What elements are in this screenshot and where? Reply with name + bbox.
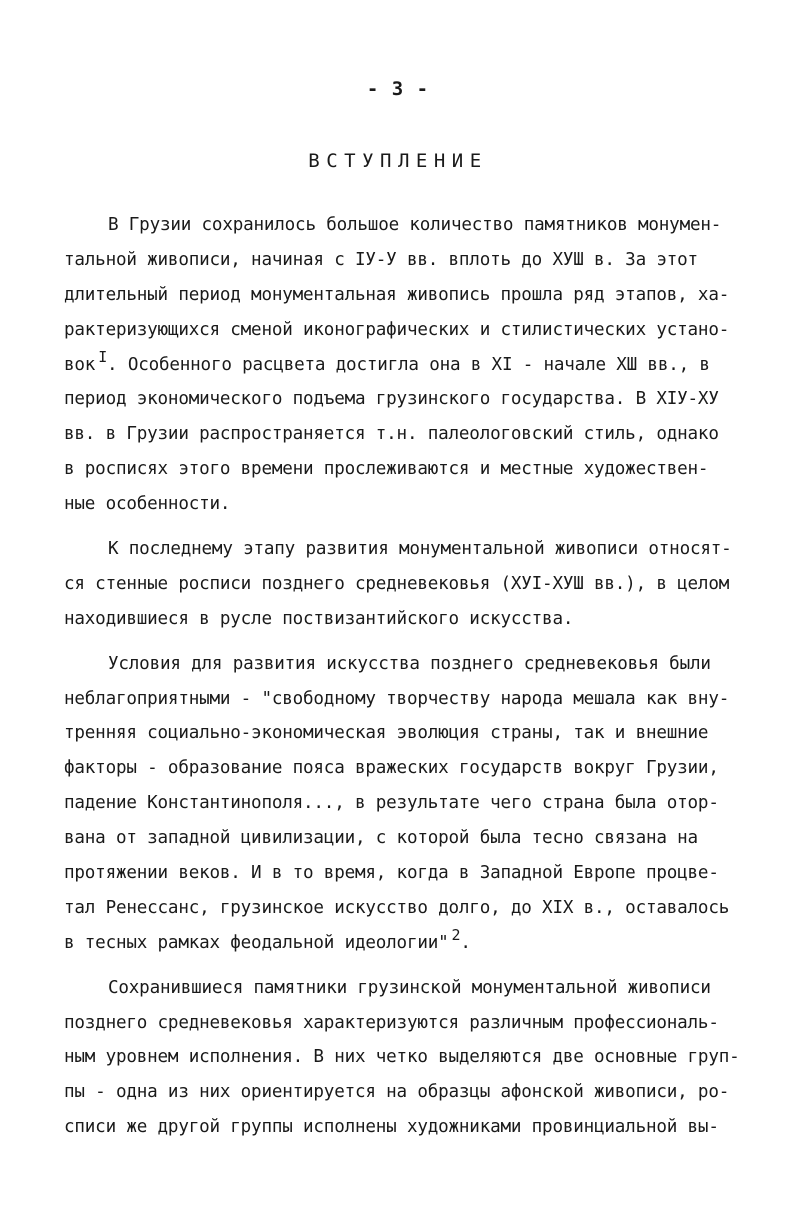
text-line: рактеризующихся сменой иконографических и стилистических устано-	[64, 319, 730, 340]
text-line: К последнему этапу развития монументальной живописи относят-	[108, 539, 732, 560]
footnote-marker-2: 2	[451, 925, 461, 944]
text-line: В Грузии сохранилось большое количество памятников монумен-	[108, 215, 722, 235]
text-line: тальной живописи, начиная с IУ-У вв. вплоть до ХУШ в. За этот	[64, 249, 698, 270]
page-number: - 3 -	[366, 78, 430, 100]
text-line: ся стенные росписи позднего средневековья (ХУI-ХУШ вв.), в целом	[64, 573, 730, 594]
text-line: протяжении веков. И в то время, когда в Западной Европе процве-	[64, 863, 719, 884]
body-text	[64, 208, 764, 1145]
text-line: Сохранившиеся памятники грузинской монументальной живописи	[108, 977, 711, 998]
text-line: падение Константинополя..., в результате чего страна была отор-	[64, 793, 719, 814]
text-fragment: . Особенного расцвета достигла она в XI - начале ХШ вв., в	[107, 354, 710, 375]
paragraph-2	[64, 532, 764, 637]
text-line: неблагоприятными - "свободному творчеству народа мешала как вну-	[64, 688, 730, 709]
paragraph-3	[64, 647, 764, 961]
text-line: длительный период монументальная живопись прошла ряд этапов, ха-	[64, 284, 730, 305]
text-line: тренняя социально-экономическая эволюция страны, так и внешние	[64, 723, 709, 744]
text-line: тал Ренессанс, грузинское искусство долго, до XIX в., оставалось	[64, 897, 730, 918]
text-fragment: .	[460, 932, 471, 953]
text-fragment: в тесных рамках феодальной идеологии"	[64, 932, 449, 953]
text-line: пы - одна из них ориентируется на образцы афонской живописи, ро-	[64, 1082, 730, 1103]
text-line: период экономического подъема грузинского государства. В XIУ-ХУ	[64, 389, 719, 410]
text-line	[64, 348, 764, 383]
footnote-marker-1: I	[98, 347, 108, 366]
text-line: в росписях этого времени прослеживаются и местные художествен-	[64, 459, 709, 480]
text-line: находившиеся в русле поствизантийского искусства.	[64, 608, 574, 629]
text-line: позднего средневековья характеризуются различным профессиональ-	[64, 1012, 719, 1033]
text-fragment: вок	[64, 354, 96, 375]
text-line: вв. в Грузии распространяется т.н. палеологовский стиль, однако	[64, 424, 719, 445]
paragraph-1	[64, 208, 764, 522]
text-line: факторы - образование пояса вражеских государств вокруг Грузии,	[64, 758, 719, 779]
text-line: ным уровнем исполнения. В них четко выделяются две основные груп-	[64, 1047, 740, 1068]
paragraph-4	[64, 971, 764, 1145]
section-heading: ВСТУПЛЕНИЕ	[308, 150, 488, 172]
text-line: ные особенности.	[64, 494, 231, 515]
text-line: вана от западной цивилизации, с которой была тесно связана на	[64, 828, 698, 849]
text-line	[64, 926, 764, 961]
text-line: списи же другой группы исполнены художниками провинциальной вы-	[64, 1117, 719, 1138]
text-line: Условия для развития искусства позднего средневековья были	[108, 653, 711, 674]
